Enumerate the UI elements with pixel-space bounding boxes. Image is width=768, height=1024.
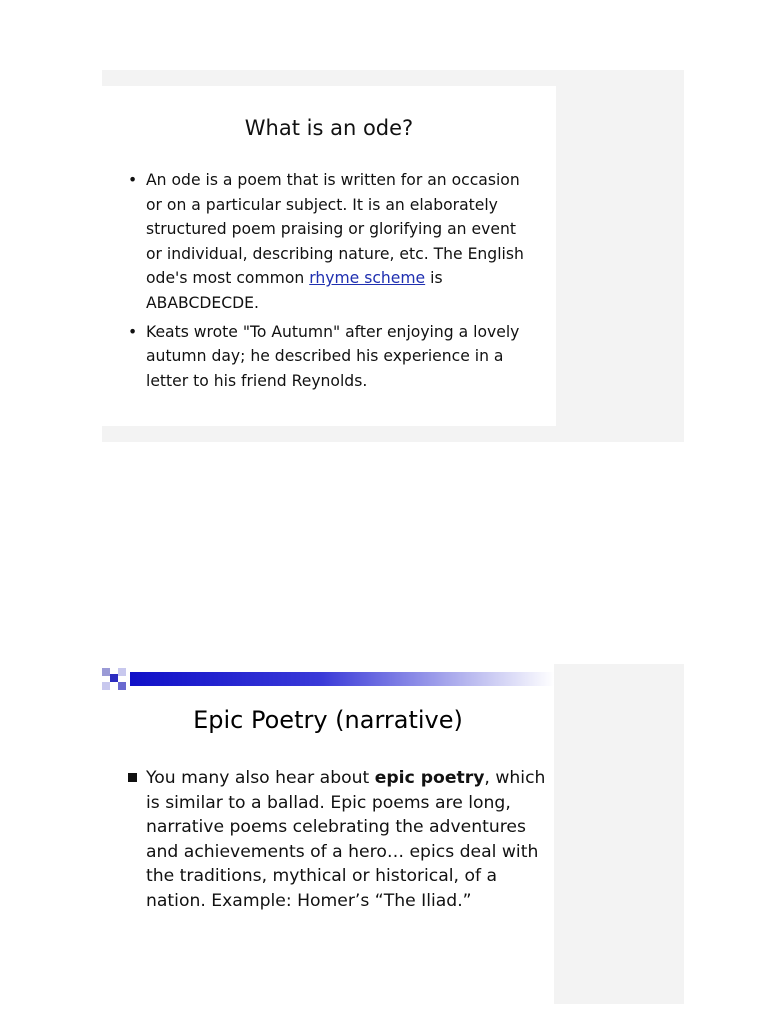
bullet-1-text-after: is ABABCDECDE. — [146, 269, 443, 312]
bullet-1-text-before: An ode is a poem that is written for an occasion or on a particular subject. It is an elaborately structured poem praising or glorifying an event or individual, describing nature, etc. The English ode's most common — [146, 171, 524, 288]
decoration-square — [102, 682, 110, 690]
square-bullet-icon — [128, 773, 137, 782]
slide-what-is-an-ode — [102, 86, 556, 426]
slide-2-title: Epic Poetry (narrative) — [193, 706, 463, 734]
slide-1-bullet-list — [128, 168, 528, 397]
slide-2-text-before: You many also hear about — [146, 768, 375, 788]
bullet-2-text: Keats wrote "To Autumn" after enjoying a lovely autumn day; he described his experience in a letter to his friend Reynolds. — [146, 322, 520, 390]
slide-epic-poetry — [102, 664, 554, 1004]
slide-2-bullet — [128, 766, 550, 913]
slide-1-bullet-1 — [128, 168, 528, 316]
decoration-square — [118, 668, 126, 676]
rhyme-scheme-link[interactable]: rhyme scheme — [309, 269, 426, 288]
title-decoration-bar — [102, 668, 554, 692]
slide-1-bullet-2 — [128, 320, 528, 394]
bullet-icon: • — [128, 322, 138, 341]
decoration-gradient-bar — [130, 672, 554, 686]
slide-1-title: What is an ode? — [244, 116, 414, 140]
decoration-square — [110, 674, 118, 682]
bullet-icon: • — [128, 171, 138, 189]
epic-poetry-bold: epic poetry — [374, 768, 485, 788]
decoration-square — [118, 682, 126, 690]
slide-2-text-after: , which is similar to a ballad. Epic poems are long, narrative poems celebrating the adventures and achievements of a hero… epics deal with the traditions, mythical or historical, of a nation. Example: Homer’s “The Iliad.” — [146, 768, 546, 911]
decoration-square — [102, 668, 110, 676]
